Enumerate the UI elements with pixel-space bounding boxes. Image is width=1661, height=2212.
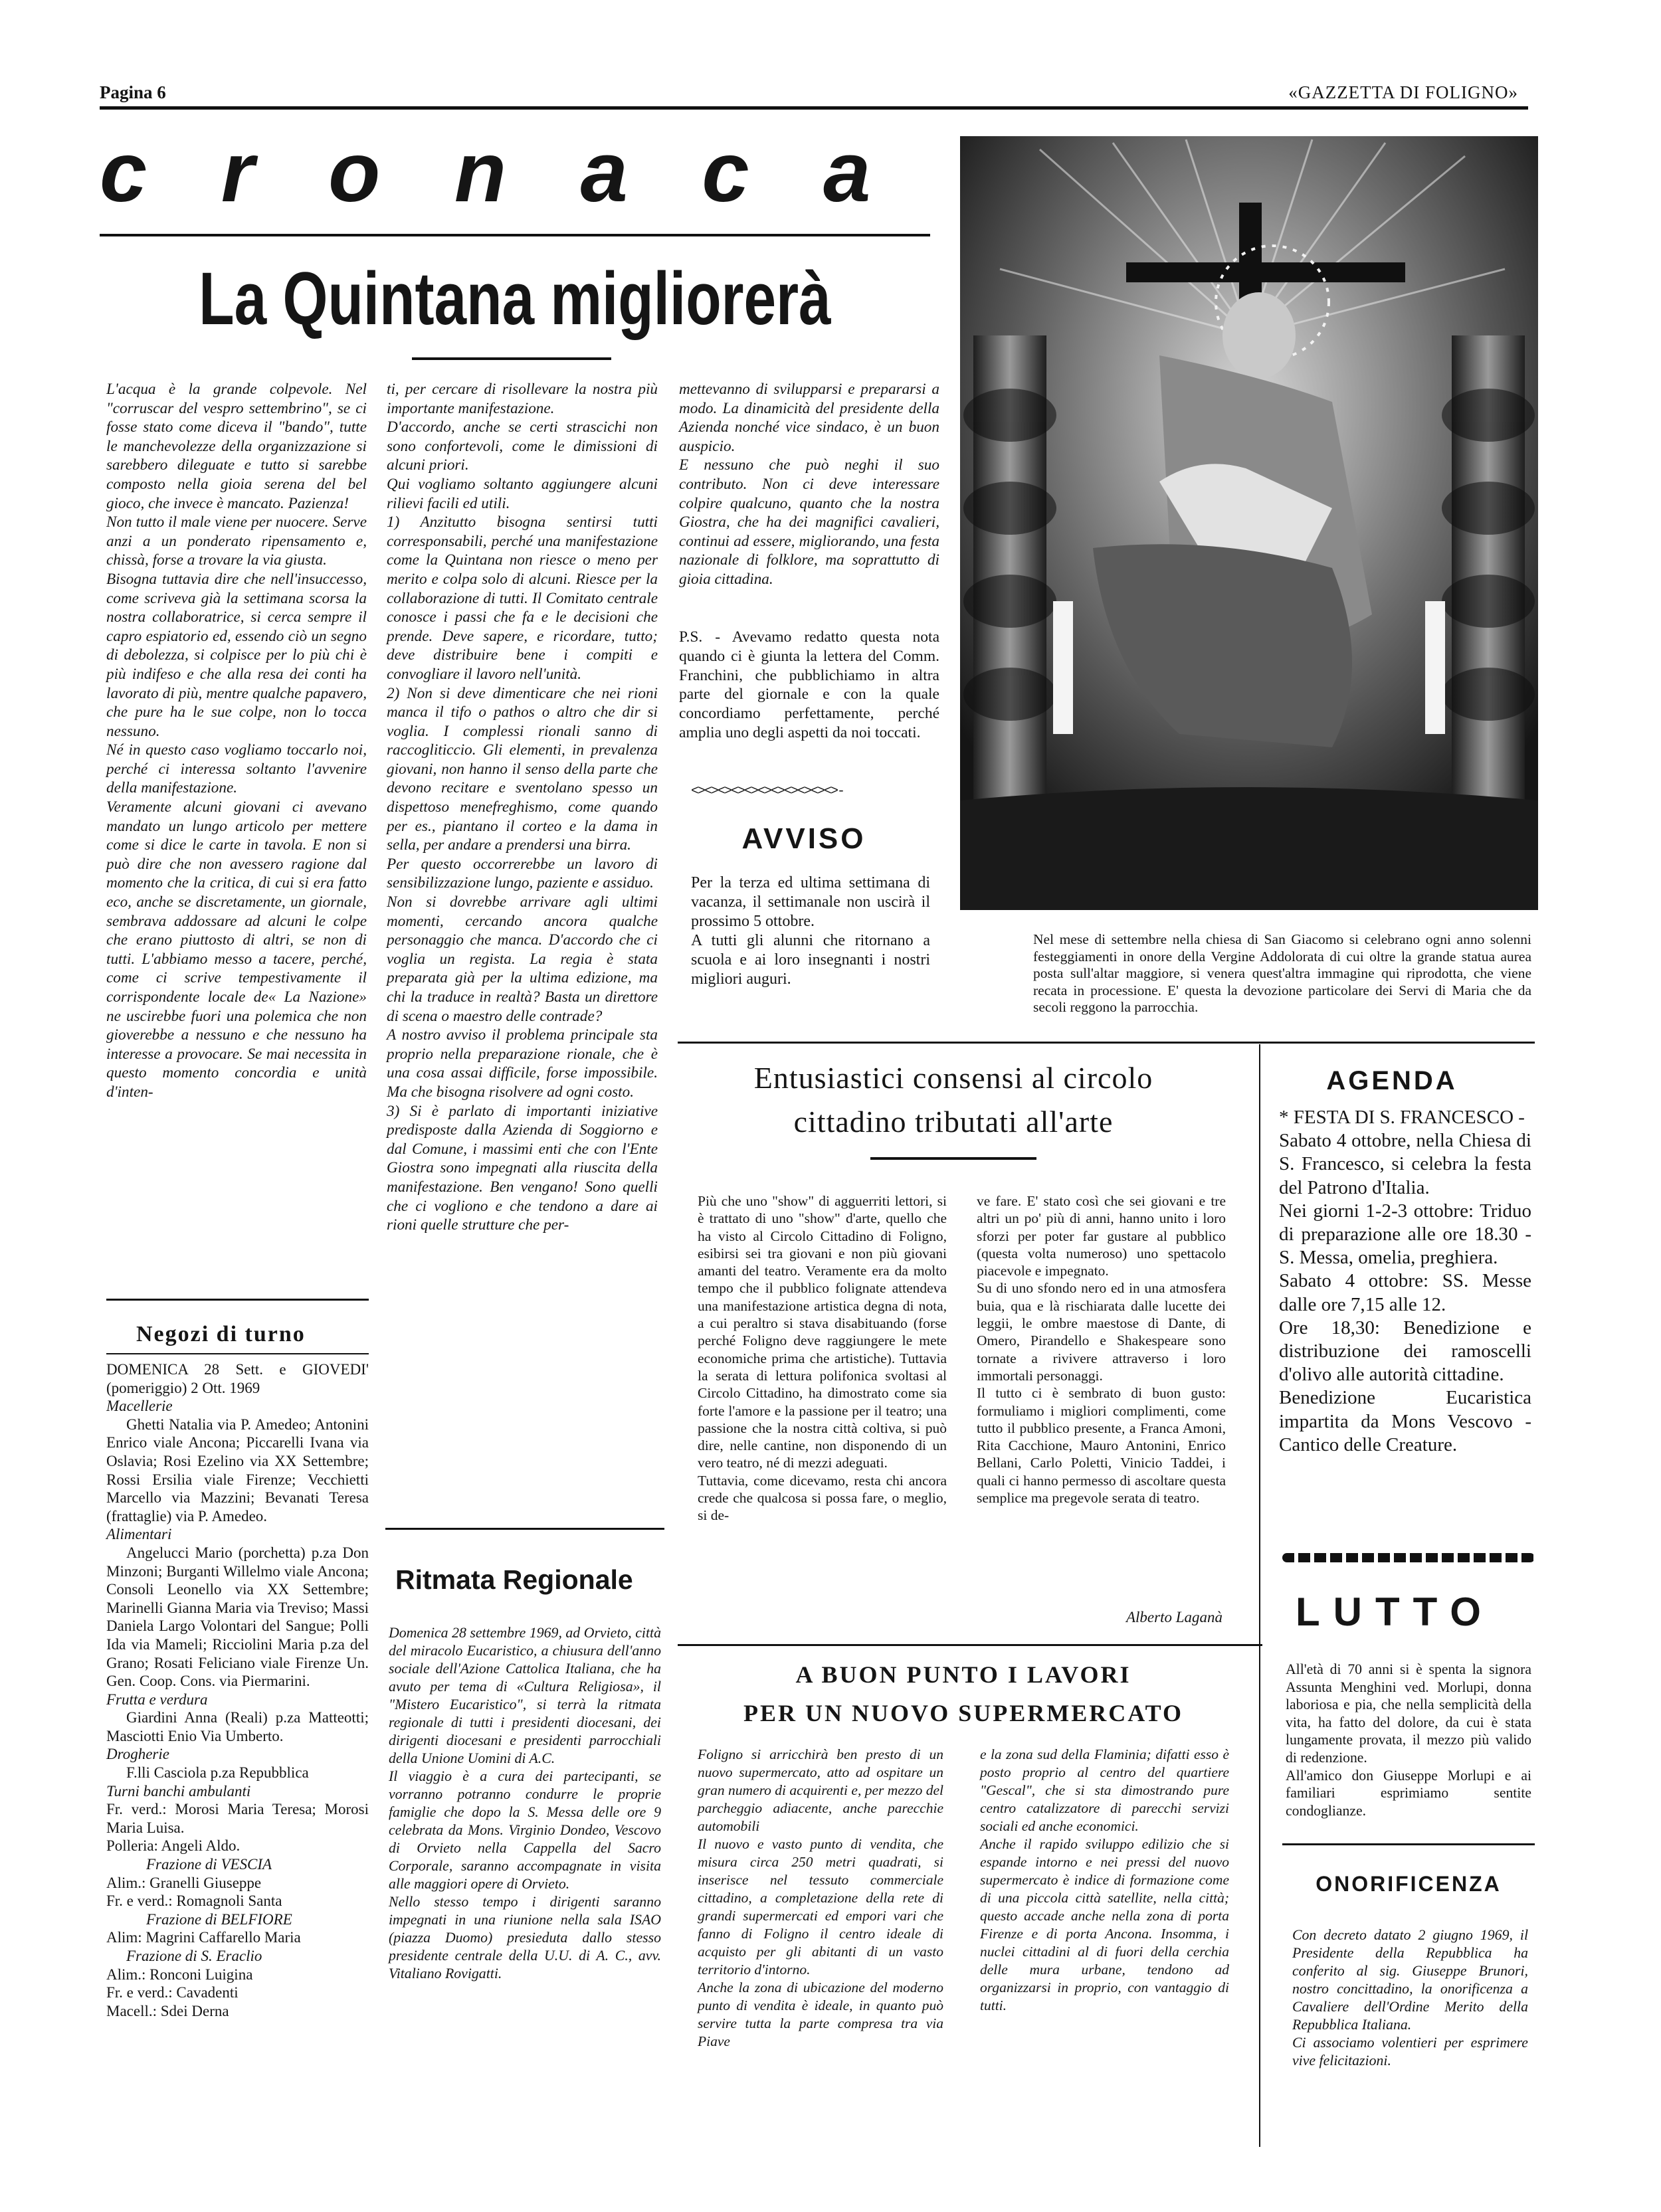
newspaper-name: «GAZZETTA DI FOLIGNO» [1288,82,1518,102]
agenda-body: * FESTA DI S. FRANCESCO - Sabato 4 ottobre, nella Chiesa di S. Francesco, si celebra la festa del Patrono d'Italia. Nei giorni 1-2-3 ottobre: Triduo di preparazione alle ore 18.30 - S. Messa, omelia, preghiera. Sabato 4 ottobre: SS. Messe dalle ore 7,15 alle 12. Ore 18,30: Benedizione e distribuzione dei ramoscelli d'olivo alle autorità cittadine. Benedizione Eucaristica impartita da Mons Vescovo - Cantico delle Creature. [1279,1107,1531,1455]
main-article-column-1: L'acqua è la grande colpevole. Nel "corruscar del vespro settembrino", se ci fosse stato come diceva il "bando", tutte le manchevolezze della organizzazione si sarebbero dileguate e tutto si sarebbe composto nella gioia serena del bel gioco, che invece è mancato. Pazienza! Non tutto il male viene per nuocere. Serve anzi a un ponderato ripensamento e, chissà, forse a trovare la via giusta. Bisogna tuttavia dire che nell'insuccesso, come scriveva già la settimana scorsa la nostra collaboratrice, si cerca sempre il capro espiatorio ed, essendo ciò un segno di debolezza, si colpisce per lo più chi è più indifeso e che alla resa dei conti ha lavorato di più, mentre qualche papavero, che pure ha le sue colpe, non lo tocca nessuno. Né in questo caso vogliamo toccarlo noi, perché ci interessa soltanto l'avvenire della manifestazione. Veramente alcuni giovani ci avevano mandato un lungo articolo per mettere come si dice le carte in tavola. E non si può dire che non avessero ragione dal momento che la critica, di cui si era fatto eco, anche se discretamente, un giornale, sembrava addossare ad alcuni le colpe che erano piuttosto di altri, se non di tutti. L'abbiamo messo a tacere, perché, come ci scrive tempestivamente il corrispondente locale de« La Nazione» ne uscirebbe fuori una polemica che non gioverebbe a nessuno e che nessuno ha interesse a provocare. Se mai necessita in questo momento concordia e unità d'inten- [106,381,367,1101]
negozi-intro: DOMENICA 28 Sett. e GIOVEDI' (pomeriggio) 2 Ott. 1969 [106,1361,369,1396]
negozi-group-text: Alim.: Ronconi Luigina Fr. e verd.: Cavadenti Macell.: Sdei Derna [106,1966,253,2019]
right-column-separator [1259,1044,1260,2147]
mid-rule [678,1042,1535,1044]
main-article-column-3: mettevanno di svilupparsi e prepararsi a modo. La dinamicità del presidente della Azienda nonché vice sindaco, è un buon auspicio. E nessuno che può neghi il suo contributo. Non ci deve interessare colpire qualcuno, quanto che la nostra Giostra, che ha dei magnifici cavalieri, continui ad essere, migliorando, una festa nazionale di folklore, ma soprattutto di gioia cittadina. [679,381,939,588]
negozi-group-label: Frazione di VESCIA [146,1856,272,1873]
negozi-group [106,1397,369,1525]
main-article-column-2: ti, per cercare di risollevare la nostra più importante manifestazione. D'accordo, anche se certi strascichi non sono confortevoli, come le dimissioni di alcuni priori. Qui vogliamo soltanto aggiungere alcuni rilievi facili ed utili. 1) Anzitutto bisogna sentirsi tutti corresponsabili, perché una manifestazione come la Quintana non riesce o meno per merito e colpa solo di alcuni. Riesce per la collaborazione di tutti. Il Comitato centrale conosce i passi che fa e le decisioni che prende. Deve sapere, e ricordare, tutto; deve distribuire bene i compiti e convogliare il lavoro nell'unità. 2) Non si deve dimenticare che nei rioni manca il tifo o pathos o altro che dir si voglia. I complessi rionali sanno di raccogliticcio. Gli elementi, in prevalenza giovani, non hanno il senso della parte che devono recitare e sventolano spesso un dispettoso menefreghismo, come quando per es., piantano il corteo e la dama in sella, per andare a prendersi una birra. Per questo occorrerebbe un lavoro di sensibilizzazione lungo, paziente e assiduo. Non si dovrebbe arrivare agli ultimi momenti, cercando ancora qualche personaggio che manca. D'accordo che ci voglia un regista. La regia è stata preparata già per la ultima edizione, ma chi la traduce in realtà? Basta un direttore di scena o maestro delle contrade? A nostro avviso il problema principale sta proprio nella preparazione rionale, che è una cosa assai difficile, forse impossibile. Ma che bisogna risolvere ad ogni costo. 3) Si è parlato di importanti iniziative predisposte dalla Azienda di Soggiorno e dal Comune, i massimi enti che con l'Ente Giostra sono impegnati alla riuscita della manifestazione. Ben vengano! Sono quelli che ci vogliono e che tendono a dare ai rioni quelle strutture che per- [387,381,658,1234]
page-number: Pagina 6 [100,82,166,102]
negozi-group-text: Alim.: Granelli Giuseppe Fr. e verd.: Romagnoli Santa [106,1874,282,1910]
onorificenza-body: Con decreto datato 2 giugno 1969, il Presidente della Repubblica ha conferito al sig. Giuseppe Brunori, nostro concittadino, la onorificenza a Cavaliere dell'Ordine Merito della Repubblica Italiana. Ci associamo volentieri per esprimere vive felicitazioni. [1292,1927,1528,2069]
main-headline: La Quintana migliorerà [199,257,831,340]
headline-rule [412,357,611,360]
onorificenza-title: ONORIFICENZA [1316,1872,1502,1896]
arte-headline-rule [870,1157,1036,1160]
arte-headline: Entusiastici consensi al circolo cittadino tributati all'arte [753,1061,1153,1139]
section-rule [100,234,930,236]
negozi-group-text: Giardini Anna (Reali) p.za Matteotti; Masciotti Enio Via Umberto. [106,1709,369,1744]
supermercato-column-2: e la zona sud della Flaminia; difatti esso è posto proprio al centro del quartiere "Gescal", che si sta dimostrando pure centro catalizzatore di parecchi servizi sociali ed anche economici. Anche il rapido sviluppo edilizio che si espande intorno e nei pressi del nuovo supermercato è indice di formazione come di una piccola città satellite, nella città; questo accade anche nella zona di porta Firenze e di porta Ancona. Insomma, i nuclei cittadini al di fuori della cerchia delle mura urbane, tendono ad organizzarsi in proprio, con vantaggio di tutti. [980,1746,1229,2013]
supermercato-title-2: PER UN NUOVO SUPERMERCATO [743,1700,1183,1726]
lutto-title: LUTTO [1296,1590,1494,1634]
ornament-divider: <><><><><><><><><><><>- [691,784,844,799]
negozi-title: Negozi di turno [136,1322,306,1346]
negozi-list [106,1360,369,2020]
photo-caption: Nel mese di settembre nella chiesa di San Giacomo si celebrano ogni anno solenni festeggiamenti in onore della Vergine Addolorata di cui oltre la grande statua aurea posta sull'altar maggiore, si venera quest'altra immagine qui riprodotta, che viene recata in processione. E' questa la devozione particolare dei Servi di Maria che da secoli reggono la parrocchia. [1033,931,1531,1016]
agenda-title: AGENDA [1326,1066,1458,1095]
section-title: c r o n a c a [100,125,896,220]
negozi-group-label: Frazione di BELFIORE [146,1910,292,1928]
negozi-rule-top [106,1299,369,1301]
negozi-group-label: Frazione di S. Eraclio [126,1948,262,1964]
ritmata-body: Domenica 28 settembre 1969, ad Orvieto, città del miracolo Eucaristico, a chiusura dell'anno sociale dell'Azione Cattolica Italiana, che ha avuto per tema di «Cultura Religiosa», il "Mistero Eucaristico", si terrà la ritmata regionale di tutti i presidenti diocesani, dei dirigenti diocesani e presidenti parrocchiali della Unione Uomini di A.C. Il viaggio è a cura dei partecipanti, se vorranno potranno condurre le proprie famiglie che dopo la S. Messa delle ore 9 celebrata da Mons. Virginio Dondeo, Vescovo di Orvieto nella Cappella del Sacro Corporale, saranno accompagnate in visita alle maggiori opere di Orvieto. Nello stesso tempo i dirigenti saranno impegnati in una riunione nella sala ISAO (piazza Duomo) presieduta dallo stesso presidente centrale della U.U. di A. C., avv. Vitaliano Rovigatti. [389,1625,661,1982]
arte-signature: Alberto Laganà [1125,1609,1222,1625]
negozi-group-text: Alim: Magrini Caffarello Maria [106,1929,301,1946]
pieta-photo [960,136,1538,910]
negozi-group [106,1782,369,1855]
supermercato-rule [678,1644,1262,1646]
ritmata-title: Ritmata Regionale [395,1564,633,1595]
onorificenza-rule [1282,1843,1535,1845]
arte-column-1: Più che uno "show" di agguerriti lettori, si è trattato di uno "show" d'arte, quello che ha visto al Circolo Cittadino di Foligno, esibirsi sei tra giovani e non più giovani amanti del teatro. Veramente era da molto tempo che il pubblico folignate attendeva una manifestazione artistica degna di nota, a cui peraltro si stava disabituando (forse perché Foligno deve raggiungere le mete economiche prima che artistiche). Tuttavia la serata di lettura polifonica svoltasi al Circolo Cittadino, ha dimostrato come sia forte l'amore e la passione per il teatro; una passione che la nostra città coltiva, si può dire, nelle cantine, non disponendo di un vero teatro, né di mezzi adeguati. Tuttavia, come dicevamo, resta chi ancora crede che qualcosa si possa fare, o meglio, si de- [698,1193,947,1524]
negozi-group-text: Fr. verd.: Morosi Maria Teresa; Morosi Maria Luisa. Polleria: Angeli Aldo. [106,1801,369,1855]
lutto-body: All'età di 70 anni si è spenta la signora Assunta Menghini ved. Morlupi, donna laboriosa e pia, che nella semplicità della vita, ha fatto del dolore, da cui è stata lungamente provata, il mezzo più valido di redenzione. All'amico don Giuseppe Morlupi e ai familiari esprimiamo sentite condoglianze. [1286,1661,1531,1819]
avviso-title: AVVISO [741,822,866,855]
ritmata-rule [385,1528,664,1530]
pieta-statue-icon [960,136,1538,910]
negozi-group [106,1745,369,1782]
main-article-postscript: P.S. - Avevamo redatto questa nota quando ci è giunta la lettera del Comm. Franchini, che pubblichiamo in altra parte del giornale e con la quale concordiamo perfettamente, perché amplia uno degli aspetti da noi toccati. [679,628,939,741]
negozi-group [106,1525,369,1690]
negozi-rule-bottom [106,1353,369,1354]
negozi-group-text: Ghetti Natalia via P. Amedeo; Antonini Enrico viale Ancona; Piccarelli Ivana via Oslavia; Rosi Ezelino via XX Settembre; Rossi Ersilia viale Firenze; Vecchietti Marcello via Mazzini; Bevanati Teresa (frattaglie) via P. Amedeo. [106,1416,369,1524]
supermercato-title-1: A BUON PUNTO I LAVORI [795,1661,1131,1688]
agenda-ornament [1282,1553,1535,1562]
negozi-group-label: Turni banchi ambulanti [106,1782,251,1799]
supermercato-column-1: Foligno si arricchirà ben presto di un nuovo supermercato, atto ad ospitare un gran numero di acquirenti e, per mezzo del parcheggio adiacente, anche parecchie automobili Il nuovo e vasto punto di vendita, che misura circa 250 metri quadrati, si inserisce nel tessuto commerciale cittadino, a completazione della rete di grandi supermercati ed empori vari che fanno di Foligno il centro ideale di acquisto per gli abitanti di un vasto territorio d'intorno. Anche la zona di ubicazione del moderno punto di vendita è ideale, in quanto può servire tutta la parte compresa tra via Piave [698,1746,943,2049]
negozi-group-label: Drogherie [106,1746,169,1763]
negozi-group-label: Alimentari [106,1526,172,1543]
header-rule [100,106,1528,110]
negozi-group [106,1910,369,1947]
negozi-group [106,1947,369,2020]
avviso-body: Per la terza ed ultima settimana di vacanza, il settimanale non uscirà il prossimo 5 ottobre. A tutti gli alunni che ritornano a scuola e ai loro insegnanti i nostri migliori auguri. [691,874,930,988]
arte-column-2: ve fare. E' stato così che sei giovani e tre altri un po' più di anni, hanno unito i loro sforzi per poter far gustare al pubblico (questa volta numeroso) uno spettacolo piacevole e impegnato. Su di uno sfondo nero ed in una atmosfera buia, qua e là rischiarata dalle lucette dei leggii, le ombre maestose di Dante, di Omero, Pirandello e Shakespeare sono tornate a rivivere attraverso i loro immortali personaggi. Il tutto ci è sembrato di buon gusto: formuliamo i migliori complimenti, come tutto il pubblico presente, a Franca Amoni, Rita Cacchione, Mauro Antonini, Enrico Bellani, Carlo Poletti, Vinicio Taddei, i quali ci hanno permesso di ascoltare questa semplice ma pregevole serata di teatro. [977,1193,1226,1507]
negozi-group-label: Frutta e verdura [106,1691,208,1708]
negozi-group-text: F.lli Casciola p.za Repubblica [126,1764,309,1782]
negozi-group [106,1855,369,1910]
negozi-group-label: Macellerie [106,1398,173,1415]
negozi-group [106,1691,369,1746]
negozi-group-text: Angelucci Mario (porchetta) p.za Don Minzoni; Burganti Willelmo viale Ancona; Consoli Leonello via XX Settembre; Marinelli Gianna Maria via Treviso; Massi Daniela Largo Volontari del Sangue; Polli Ida via Mameli; Ricciolini Maria p.za del Grano; Rosati Feliciano viale Firenze Un. Gen. Coop. Cons. via Piermarini. [106,1544,369,1690]
